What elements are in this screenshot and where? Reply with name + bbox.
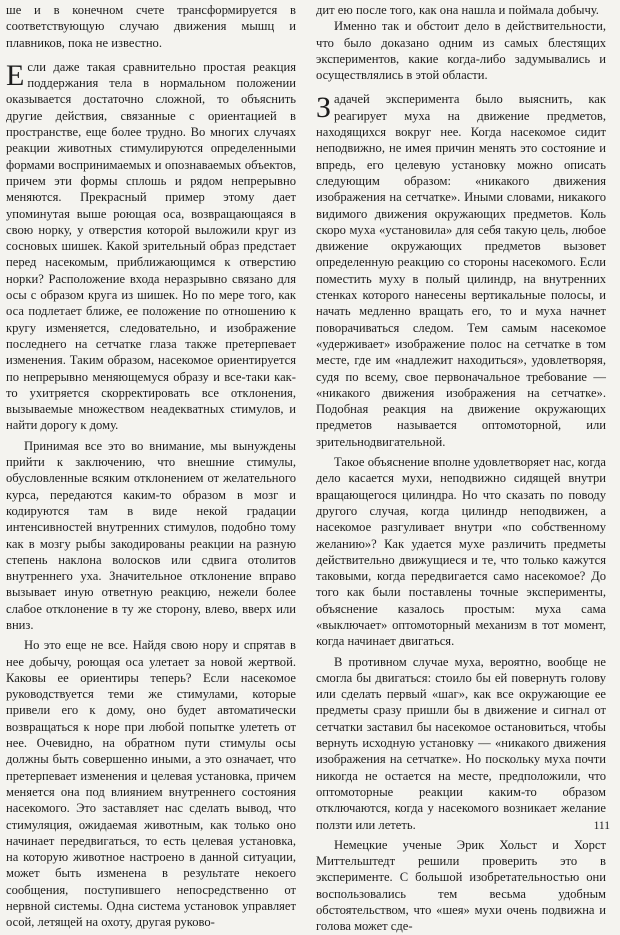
- drop-cap-letter: З: [316, 91, 332, 125]
- page-number: 111: [593, 820, 610, 832]
- paragraph: Но это еще не все. Найдя свою нору и спрятав в нее добычу, роющая оса улетает за новой жертвой. Каковы ее ориентиры теперь? Если насекомое руководствуется теми же стимулами, которые привели его к дому, оно будет автоматически возвращаться к норе при любой попытке улететь от нее. Очевидно, на обратном пути стимулы осы должны быть совершенно иными, а это означает, что претерпевает изменения и целевая установка, причем меняется она под влиянием внутреннего состояния насекомого. Это заставляет нас сделать вывод, что стимуляция, ожидаемая животным, как только оно начинает передвигаться, то есть целевая установка, на которую животное настроено в данной ситуации, может быть изменена в результате некоего сообщения, поступившего непосредственно от нервной системы. Одна система установок управляет осой, летящей на охоту, другая руково-: [6, 638, 296, 930]
- paragraph-dropcap: [316, 91, 606, 450]
- paragraph-continuation: ше и в конечном счете трансформируется в соответствующую случаю движения мышц и плавников, пока не известно.: [6, 3, 296, 50]
- drop-cap-letter: Е: [6, 58, 25, 92]
- paragraph: Такое объяснение вполне удовлетворяет нас, когда дело касается мухи, неподвижно сидящей внутри вращающегося цилиндра. Но что сказать по поводу другого случая, когда цилиндр неподвижен, а насекомое разгуливает внутри «по собственному желанию»? Как удается мухе различить предметы действительно движущиеся и те, что только кажутся таковыми, когда передвигается само насекомое? До того как были поставлены точные эксперименты, объяснение казалось простым: муха сама «выключает» оптомоторный механизм в тот момент, когда начинает двигаться.: [316, 455, 606, 649]
- paragraph-text: сли даже такая сравнительно простая реакция поддержания тела в нормальном положении оказывается достаточно сложной, то объяснить другие действия, связанные с ориентацией в пространстве, еще более трудно. Во многих случаях реакции животных стимулируются определенными формами воспринимаемых и опознаваемых объектов, причем эти формы сплошь и рядом непрерывно меняются. Прекрасный пример этому дает упоминутая выше роющая оса, возвращающаяся в свою норку, у отверстия которой выложили круг из сосновых шишек. Какой зрительный образ предстает перед насекомым, приближающимся к отверстию норки? Расположение входа неразрывно связано для осы с образом круга из шишек. Но по мере того, как оса подлетает ближе, ее положение по отношению к кругу изменяется, следовательно, и изображение последнего на сетчатке глаза также претерпевает изменения. Таким образом, насекомое ориентируется по непрерывно меняющемуся образу и все-таки как-то ухитряется скорректировать все отклонения, вызываемые множеством неадекватных стимулов, и найти дорогу к дому.: [6, 59, 296, 433]
- paragraph: Принимая все это во внимание, мы вынуждены прийти к заключению, что внешние стимулы, обусловленные всяким отклонением от желательного курса, передаются каким-то образом в мозг и кодируются там в виде некой градации интенсивностей внутренних стимулов, подобно тому как в мозгу рыбы закодированы реакции на разную степень наклона волосков или сдвига отолитов внутреннего уха. Значительное отклонение вправо вызывает иную ответную реакцию, нежели более слабое отклонение в ту же сторону, влево, вверх или вниз.: [6, 438, 296, 632]
- left-column: [6, 2, 296, 931]
- paragraph-dropcap: [6, 59, 296, 434]
- paragraph: В противном случае муха, вероятно, вообще не смогла бы двигаться: стоило бы ей повернуть голову или сделать первый «шаг», как все окружающие ее предметы сразу пришли бы в движение и сигнал от сетчатки заставил бы насекомое остановиться, чтобы вернуть исходную установку — «никакого движения изображения на сетчатке». Но поскольку муха почти никогда не остается на месте, предположили, что оптомоторные реакции каким-то образом отключаются, когда у насекомого возникает желание ползти или лететь.: [316, 654, 606, 832]
- paragraph: Немецкие ученые Эрик Хольст и Хорст Миттельштедт решили проверить это в эксперименте. С большой изобретательностью они воспользовались тем весьма удобным обстоятельством, что «шея» мухи очень подвижна и голова может сде-: [316, 837, 606, 934]
- paragraph-text: адачей эксперимента было выяснить, как реагирует муха на движение предметов, находящихся вокруг нее. Когда насекомое сидит неподвижно, не имея причин менять это состояние и впредь, его целевую установку можно описать следующим образом: «никакого движения изображения на сетчатке». Иными словами, никакого видимого движения окружающих предметов. Коль скоро муха «установила» для себя такую цель, любое движение окружающих предметов вызовет определенную реакцию со стороны насекомого. Если поместить муху в полый цилиндр, на внутренних стенках которого нанесены вертикальные полосы, и начать медленно вращать его, то и муха начнет поворачиваться следом. Тем самым насекомое «удерживает» изображение полос на сетчатке в том месте, где им «надлежит находиться», удовлетворяя, судя по всему, свое первоначальное требование — «никакого движения изображения на сетчатке». Подобная реакция на движение окружающих предметов называется оптомоторной, или зрительнодвигательной.: [316, 92, 606, 449]
- paragraph: Именно так и обстоит дело в действительности, что было доказано одним из самых блестящих экспериментов, какие когда-либо задумывались и осуществлялись в этой области.: [316, 19, 606, 83]
- right-column: [316, 2, 606, 935]
- paragraph-continuation: дит ею после того, как она нашла и поймала добычу.: [316, 3, 599, 17]
